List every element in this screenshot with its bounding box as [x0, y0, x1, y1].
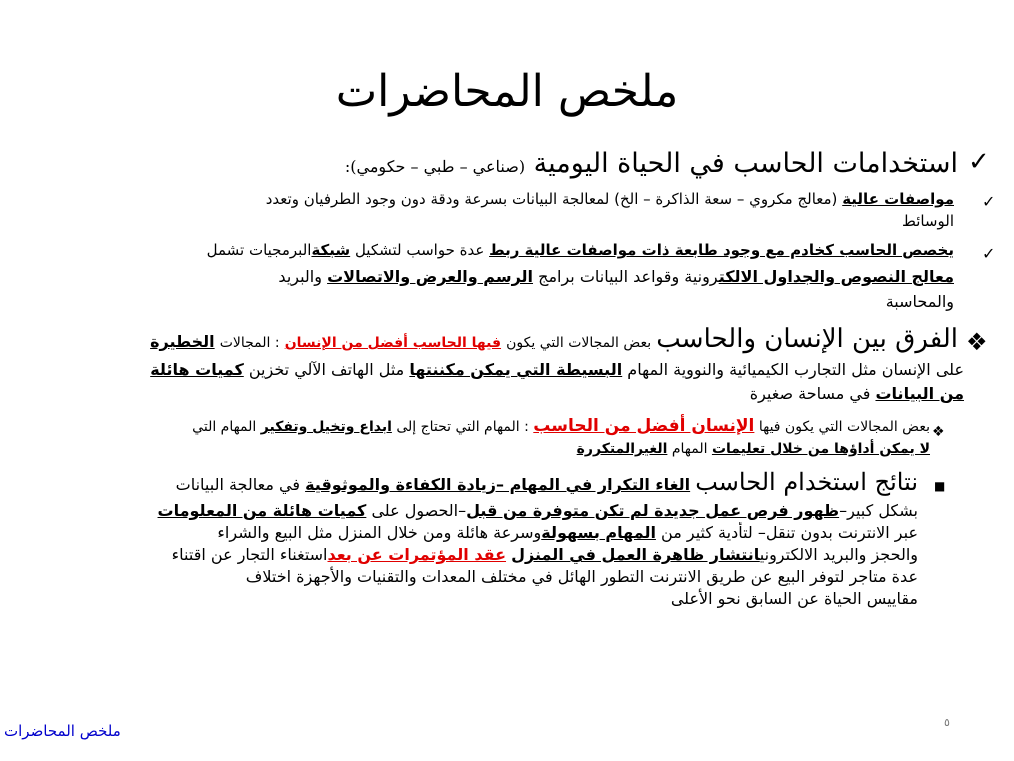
checkmark-bullet-icon: ✓ [982, 192, 996, 211]
square-bullet-icon: ■ [934, 479, 946, 493]
computer-results-line6: مقاييس الحياة عن السابق نحو الأعلى [670, 589, 918, 608]
high-spec-usage-line2: الوسائط [901, 212, 954, 230]
human-better-line2: لا يمكن أداؤها من خلال تعليمات المهام الغيرالمتكررة [576, 441, 930, 457]
diamond-bullet-icon: ❖ [932, 424, 945, 440]
page-number: ٥ [944, 716, 950, 729]
human-vs-computer-line2: على الإنسان مثل التجارب الكيميائية والنووية المهام البسيطة التي يمكن مكننتها مثل الهاتف الآلي تخزين كميات هائلة [150, 360, 964, 379]
footer-title: ملخص المحاضرات [4, 722, 121, 740]
computer-results-line1: نتائج استخدام الحاسب الغاء التكرار في المهام –زيادة الكفاءة والموثوقية في معالجة البيانات [175, 468, 918, 496]
computer-results-line5: عدة متاجر لتوفر البيع عن طريق الانترنت التطور الهائل في مختلف المعدات والتقنيات والأجهزة اختلاف [245, 567, 918, 586]
computer-results-line4: والحجز والبريد الالكترونيانتشار ظاهرة العمل في المنزل عقد المؤتمرات عن بعداستغناء التجار عن اقتناء [171, 545, 918, 564]
high-spec-usage-line1: مواصفات عالية (معالج مكروي – سعة الذاكرة – الخ) لمعالجة البيانات بسرعة ودقة دون وجود الطرفيان وتعدد [265, 190, 954, 208]
server-network-line3: والمحاسبة [885, 292, 954, 311]
computer-results-line2: بشكل كبير–ظهور فرص عمل جديدة لم تكن متوفرة من قبل–الحصول على كميات هائلة من المعلومات [157, 501, 918, 520]
server-network-line2: معالج النصوص والجداول الالكترونية وقواعد البيانات برامج الرسم والعرض والاتصالات والبريد [278, 267, 954, 286]
human-better-line1: بعض المجالات التي يكون فيها الإنسان أفضل من الحاسب : المهام التي تحتاج إلى ابداع وتخيل وتفكير المهام التي [192, 416, 930, 436]
human-vs-computer-line1: الفرق بين الإنسان والحاسب بعض المجالات التي يكون فيها الحاسب أفضل من الإنسان : المجالات الخطيرة [150, 324, 958, 354]
checkmark-bullet-icon: ✓ [968, 147, 990, 177]
computer-results-line3: عبر الانترنت بدون تنقل– لتأدية كثير من المهام بسهولةوسرعة هائلة ومن خلال المنزل مثل البيع والشراء [217, 523, 918, 542]
section-usage-heading: استخدامات الحاسب في الحياة اليومية (صناعي – طبي – حكومي): [344, 148, 958, 179]
server-network-line1: يخصص الحاسب كخادم مع وجود طابعة ذات مواصفات عالية ربط عدة حواسب لتشكيل شبكةالبرمجيات تشمل [206, 241, 954, 259]
diamond-bullet-icon: ❖ [966, 328, 988, 356]
page-title: ملخص المحاضرات [335, 66, 679, 117]
human-vs-computer-line3: من البيانات في مساحة صغيرة [749, 384, 964, 403]
checkmark-bullet-icon: ✓ [982, 244, 996, 263]
